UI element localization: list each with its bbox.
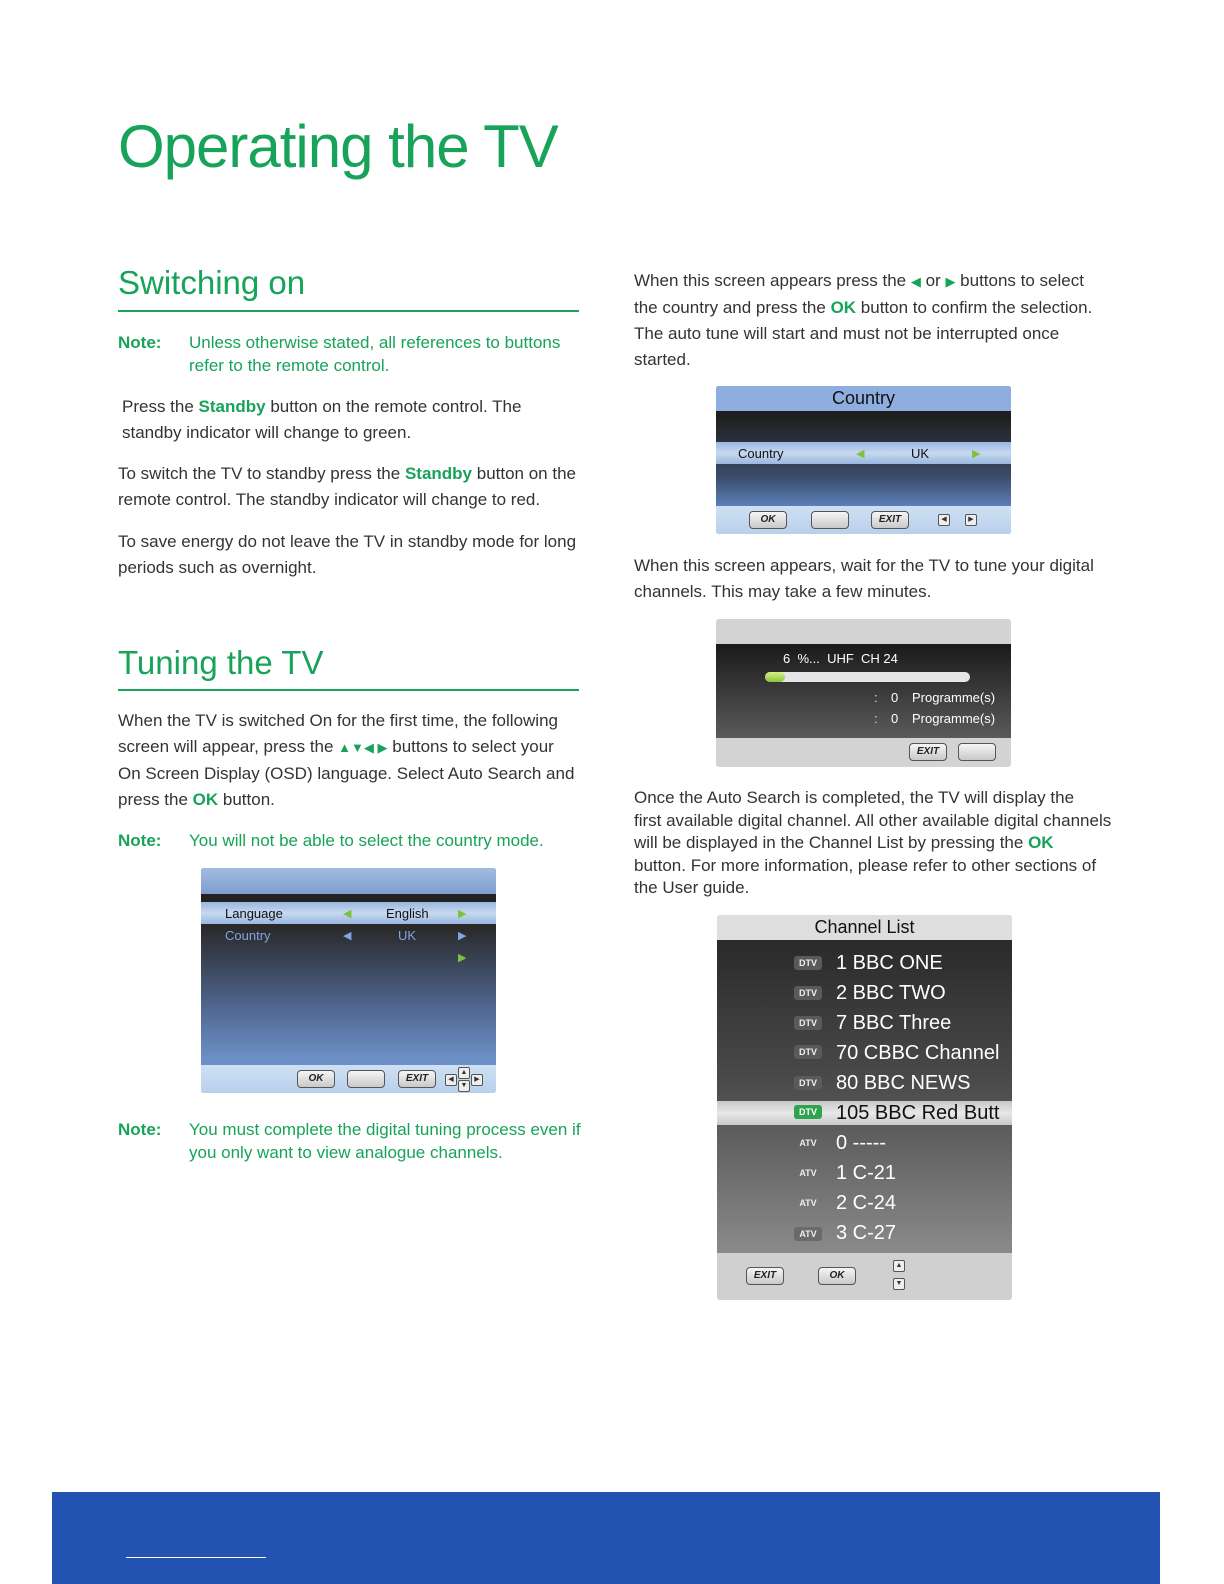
osd-right-arrow-icon[interactable]: ▶ <box>458 908 467 920</box>
ok-button[interactable]: OK <box>818 1267 856 1285</box>
blank-button[interactable] <box>811 511 849 529</box>
osd-country-value: UK <box>398 928 417 943</box>
osd-language-screen <box>201 868 496 1093</box>
ok-button[interactable]: OK <box>297 1070 335 1088</box>
down-key-icon[interactable]: ▼ <box>458 1080 470 1092</box>
up-key-icon[interactable]: ▲ <box>893 1260 905 1272</box>
page-footer-bar <box>52 1492 1160 1584</box>
channel-list-title-bar <box>717 915 1012 940</box>
channel-name: 0 ----- <box>836 1132 886 1154</box>
osd-left-arrow-icon[interactable]: ◀ <box>343 908 352 920</box>
channel-name: 2 C-24 <box>836 1192 897 1214</box>
atv-badge: ATV <box>799 1138 817 1148</box>
dtv-count-colon: : <box>874 690 878 705</box>
osd-auto-search-arrow-icon[interactable]: ▶ <box>458 952 467 964</box>
paragraph-country-select: When this screen appears press the ◀ or ▶ buttons to select the country and press the OK button to confirm the selection. The auto tune will start and must not be interrupted once started. <box>634 271 1093 369</box>
note-digital-tuning <box>118 1118 581 1164</box>
right-arrow-icon: ▶ <box>945 274 956 289</box>
paragraph-wait-tune: When this screen appears, wait for the TV to tune your digital channels. This may take a few minutes. <box>634 556 1094 601</box>
page-title: Operating the TV <box>118 113 558 180</box>
dtv-badge: DTV <box>794 1045 822 1059</box>
left-arrow-icon: ◀ <box>910 274 921 289</box>
channel-name: 3 C-27 <box>836 1222 897 1244</box>
country-right-arrow-icon[interactable]: ▶ <box>972 448 981 460</box>
paragraph-standby-on: Press the Standby button on the remote control. The standby indicator will change to green. <box>122 397 522 442</box>
atv-badge: ATV <box>799 1168 817 1178</box>
note-country-mode <box>118 829 544 852</box>
search-status: 6 %... UHF CH 24 <box>783 651 898 666</box>
section-divider <box>118 310 579 312</box>
atv-count-label: Programme(s) <box>912 711 996 726</box>
note-remote <box>118 331 560 377</box>
exit-button[interactable]: EXIT <box>909 743 947 761</box>
tuning-heading: Tuning the TV <box>118 644 324 681</box>
osd-right-arrow-icon: ▶ <box>458 930 467 942</box>
blank-button[interactable] <box>958 743 996 761</box>
paragraph-search-complete: Once the Auto Search is completed, the TV will display the first available digital channel. All other available digital channels will be displayed in the Channel List by pressing the OK button. For more information, please refer to other sections of the User guide. <box>634 788 1112 897</box>
country-screen <box>716 386 1011 534</box>
country-title-bar <box>716 386 1011 411</box>
osd-left-arrow-icon: ◀ <box>343 930 352 942</box>
channel-name: 80 BBC NEWS <box>836 1072 971 1094</box>
channel-name: 70 CBBC Channel <box>836 1042 1000 1064</box>
section-divider <box>118 689 579 691</box>
auto-search-screen <box>716 619 1011 767</box>
footer-link-underline[interactable] <box>126 1557 266 1558</box>
dtv-badge: DTV <box>794 1016 822 1030</box>
progress-fill <box>765 672 785 682</box>
paragraph-save-energy: To save energy do not leave the TV in standby mode for long periods such as overnight. <box>118 532 577 577</box>
osd-country-label: Country <box>225 928 271 943</box>
country-value[interactable]: UK <box>911 446 930 461</box>
down-key-icon[interactable]: ▼ <box>893 1278 905 1290</box>
note-text: You must complete the digital tuning process even if you only want to view analogue channels. <box>189 1120 581 1162</box>
switching-on-heading: Switching on <box>118 264 306 301</box>
exit-button[interactable]: EXIT <box>398 1070 436 1088</box>
progress-bar <box>765 672 970 682</box>
atv-badge: ATV <box>799 1198 817 1208</box>
ok-button[interactable]: OK <box>749 511 787 529</box>
blank-button[interactable] <box>347 1070 385 1088</box>
country-left-arrow-icon[interactable]: ◀ <box>856 448 865 460</box>
channel-name: 7 BBC Three <box>836 1012 952 1034</box>
channel-name: 105 BBC Red Butt <box>836 1102 1000 1124</box>
arrow-keys-icon: ▲▼◀ ▶ <box>338 740 388 755</box>
note-label: Note: <box>118 831 162 850</box>
exit-button[interactable]: EXIT <box>746 1267 784 1285</box>
dtv-badge: DTV <box>794 1105 822 1119</box>
osd-language-value[interactable]: English <box>386 906 429 921</box>
channel-name: 1 BBC ONE <box>836 952 943 974</box>
atv-count-colon: : <box>874 711 878 726</box>
dtv-badge: DTV <box>794 986 822 1000</box>
channel-list-screen <box>717 915 1012 1300</box>
country-label: Country <box>738 446 784 461</box>
note-text: You will not be able to select the country mode. <box>189 831 544 850</box>
dtv-badge: DTV <box>794 956 822 970</box>
exit-button[interactable]: EXIT <box>871 511 909 529</box>
right-key-icon[interactable]: ▶ <box>471 1074 483 1086</box>
note-label: Note: <box>118 1120 162 1139</box>
atv-count: 0 <box>891 711 899 726</box>
channel-list-title: Channel List <box>814 917 915 937</box>
right-key-icon[interactable]: ▶ <box>965 514 977 526</box>
atv-badge: ATV <box>794 1227 822 1241</box>
left-key-icon[interactable]: ◀ <box>938 514 950 526</box>
dtv-badge: DTV <box>794 1076 822 1090</box>
paragraph-first-time: When the TV is switched On for the first time, the following screen will appear, press the ▲▼◀ ▶ buttons to select your On Screen Display (OSD) language. Select Auto Search and press the OK button. <box>118 711 575 809</box>
note-label: Note: <box>118 333 162 352</box>
dtv-count-label: Programme(s) <box>912 690 996 705</box>
channel-name: 2 BBC TWO <box>836 982 946 1004</box>
osd-language-label: Language <box>225 906 283 921</box>
country-title: Country <box>831 388 896 408</box>
dtv-count: 0 <box>891 690 899 705</box>
osd-header-bar <box>201 868 496 894</box>
up-key-icon[interactable]: ▲ <box>458 1067 470 1079</box>
paragraph-standby-off: To switch the TV to standby press the Standby button on the remote control. The standby indicator will change to red. <box>118 464 576 509</box>
channel-name: 1 C-21 <box>836 1162 897 1184</box>
note-text: Unless otherwise stated, all references to buttons refer to the remote control. <box>189 333 561 375</box>
left-key-icon[interactable]: ◀ <box>445 1074 457 1086</box>
